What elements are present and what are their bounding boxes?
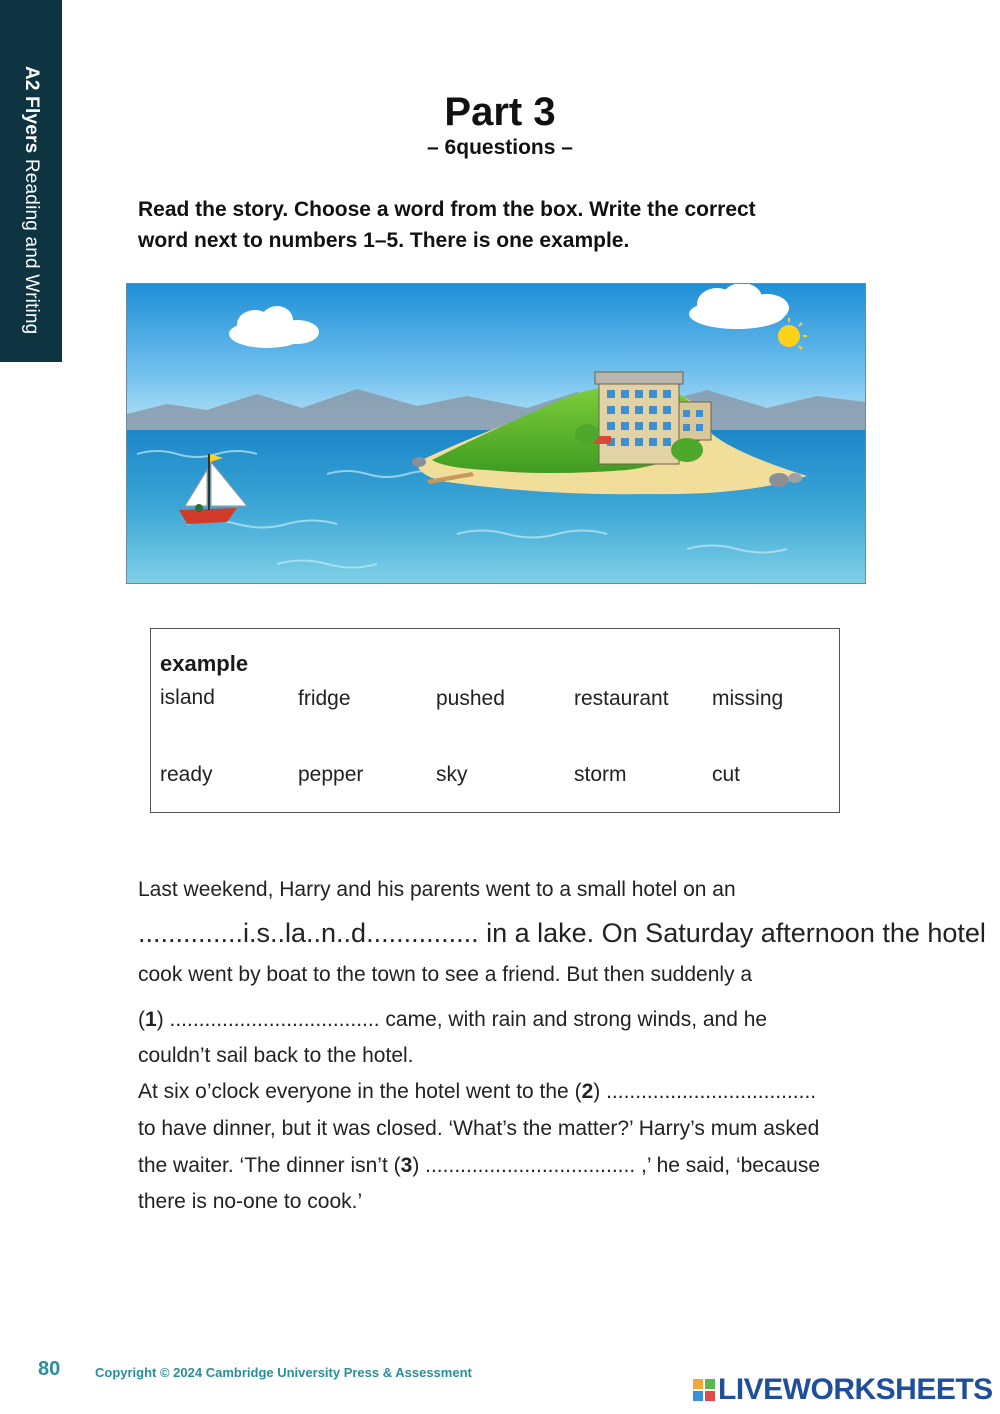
copyright: Copyright © 2024 Cambridge University Press & Assessment xyxy=(95,1365,472,1380)
paren: ( xyxy=(138,1008,145,1031)
word-option: pepper xyxy=(298,763,364,786)
word-option: restaurant xyxy=(574,687,669,710)
word-option: cut xyxy=(712,763,741,786)
page-subtitle: – 6questions – xyxy=(427,136,573,159)
side-tab xyxy=(0,0,62,362)
story-line: cook went by boat to the town to see a friend. But then suddenly a xyxy=(138,963,753,986)
page-title: Part 3 xyxy=(444,90,556,134)
story-segment: At six o’clock everyone in the hotel went to the ( xyxy=(138,1080,582,1103)
word-option: storm xyxy=(574,763,627,786)
story-question-1-line xyxy=(138,1008,767,1032)
story-segment: the waiter. ‘The dinner isn’t ( xyxy=(138,1154,401,1177)
tree xyxy=(575,424,599,444)
story-line: there is no-one to cook.’ xyxy=(138,1190,363,1213)
question-number-3: 3 xyxy=(400,1154,413,1177)
page-number: 80 xyxy=(38,1358,61,1380)
liveworksheets-logo xyxy=(693,1374,993,1406)
word-option: sky xyxy=(436,763,468,786)
story-question-3-line xyxy=(138,1154,820,1178)
story-example-line: ..............i.s..la..n..d............... in a lake. On Saturday afternoon the hotel xyxy=(138,918,986,948)
question-number-2: 2 xyxy=(581,1080,594,1103)
answer-blank-1[interactable]: ) .................................... came, with rain and strong winds, and he xyxy=(156,1008,768,1031)
side-tab-level: A2 Flyers xyxy=(21,66,42,154)
liveworksheets-wordmark: LIVEWORKSHEETS xyxy=(718,1373,993,1406)
instructions xyxy=(138,194,778,256)
answer-blank-3[interactable]: ) .................................... ,’ he said, ‘because xyxy=(412,1154,821,1177)
story-question-2-line xyxy=(138,1080,816,1104)
word-option: ready xyxy=(160,763,213,786)
instructions-line-2: word next to numbers 1–5. There is one example. xyxy=(138,229,630,252)
instructions-line-1: Read the story. Choose a word from the box. Write the correct xyxy=(138,198,756,221)
word-option: pushed xyxy=(436,687,505,710)
word-option: island xyxy=(160,686,215,709)
island-hotel-illustration xyxy=(126,283,866,584)
example-label: example xyxy=(160,651,249,676)
word-box xyxy=(150,628,840,813)
question-number-1: 1 xyxy=(145,1008,157,1031)
answer-blank-2[interactable]: ) .................................... xyxy=(593,1080,817,1103)
story-line: Last weekend, Harry and his parents went to a small hotel on an xyxy=(138,878,736,901)
tree xyxy=(671,438,703,462)
story-line: couldn’t sail back to the hotel. xyxy=(138,1044,414,1067)
story-line: to have dinner, but it was closed. ‘What’s the matter?’ Harry’s mum asked xyxy=(138,1117,820,1140)
word-option: fridge xyxy=(298,687,351,710)
word-option: missing xyxy=(712,687,784,710)
side-tab-section: Reading and Writing xyxy=(21,158,42,335)
liveworksheets-icon xyxy=(693,1379,715,1401)
